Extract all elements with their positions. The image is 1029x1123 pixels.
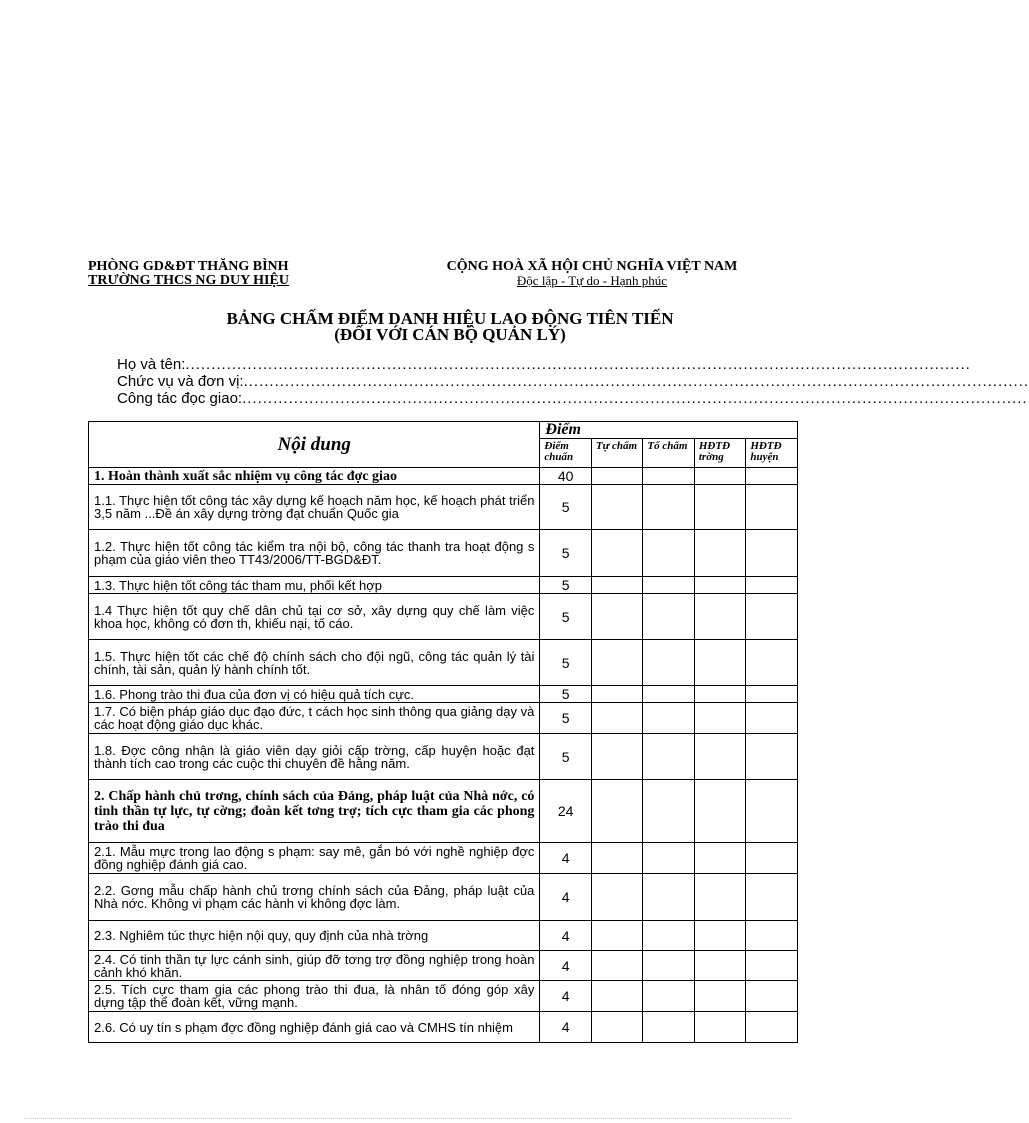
criterion-text: 1.2. Thực hiện tốt công tác kiểm tra nội bộ, công tác thanh tra hoạt động s phạm của giáo viên theo TT43/2006/TT-BGD&ĐT. bbox=[89, 530, 540, 577]
self-score-cell[interactable] bbox=[591, 843, 642, 874]
group-score-cell[interactable] bbox=[643, 530, 694, 577]
district-council-score-cell[interactable] bbox=[746, 951, 798, 981]
criterion-text: 2. Chấp hành chủ trơng, chính sách của Đảng, pháp luật của Nhà nớc, có tinh thần tự lực, tự cờng; đoàn kết tơng trợ; tích cực tham gia các phong trào thi đua bbox=[89, 780, 540, 843]
group-score-cell[interactable] bbox=[643, 577, 694, 594]
national-motto: Độc lập - Tự do - Hạnh phúc bbox=[516, 273, 668, 288]
criterion-text: 2.3. Nghiêm túc thực hiện nội quy, quy định của nhà trờng bbox=[89, 921, 540, 951]
school-council-score-cell[interactable] bbox=[694, 1012, 745, 1043]
district-council-score-cell[interactable] bbox=[746, 1012, 798, 1043]
self-score-cell[interactable] bbox=[591, 703, 642, 734]
subheader-standard: Điểm chuẩn bbox=[540, 439, 591, 468]
standard-points: 5 bbox=[540, 530, 591, 577]
self-score-cell[interactable] bbox=[591, 530, 642, 577]
standard-points: 4 bbox=[540, 843, 591, 874]
table-header-row bbox=[89, 422, 798, 439]
group-score-cell[interactable] bbox=[643, 686, 694, 703]
standard-points: 4 bbox=[540, 1012, 591, 1043]
school-council-score-cell[interactable] bbox=[694, 951, 745, 981]
score-column-header: Điểm bbox=[540, 422, 798, 439]
standard-points: 4 bbox=[540, 921, 591, 951]
criterion-text: 2.1. Mẫu mực trong lao động s phạm: say mê, gắn bó với nghề nghiệp đợc đồng nghiệp đánh giá cao. bbox=[89, 843, 540, 874]
school-name: TRƯỜNG THCS NG DUY HIỆU bbox=[88, 273, 289, 288]
standard-points: 5 bbox=[540, 734, 591, 780]
criterion-text: 1.5. Thực hiện tốt các chế độ chính sách cho đội ngũ, công tác quản lý tài chính, tài sản, quản lý hành chính tốt. bbox=[89, 640, 540, 686]
school-council-score-cell[interactable] bbox=[694, 703, 745, 734]
school-council-score-cell[interactable] bbox=[694, 780, 745, 843]
standard-points: 4 bbox=[540, 981, 591, 1012]
district-council-score-cell[interactable] bbox=[746, 981, 798, 1012]
table-row bbox=[89, 530, 798, 577]
district-council-score-cell[interactable] bbox=[746, 843, 798, 874]
table-row bbox=[89, 1012, 798, 1043]
content-column-header: Nội dung bbox=[89, 422, 540, 468]
score-table bbox=[88, 421, 798, 1043]
criterion-text: 1.7. Có biện pháp giáo dục đạo đức, t cách học sinh thông qua giảng dạy và các hoạt động giáo dục khác. bbox=[89, 703, 540, 734]
district-council-score-cell[interactable] bbox=[746, 734, 798, 780]
table-row bbox=[89, 577, 798, 594]
criterion-text: 1.1. Thực hiện tốt công tác xây dựng kế hoạch năm học, kế hoạch phát triển 3,5 năm ...Đề án xây dựng trờng đạt chuẩn Quốc gia bbox=[89, 485, 540, 530]
self-score-cell[interactable] bbox=[591, 981, 642, 1012]
criterion-text: 1.8. Đợc công nhận là giáo viên dạy giỏi cấp trờng, cấp huyện hoặc đạt thành tích cao trong các cuộc thi chuyên đề hằng năm. bbox=[89, 734, 540, 780]
subheader-group: Tổ chấm bbox=[643, 439, 694, 468]
self-score-cell[interactable] bbox=[591, 951, 642, 981]
table-row bbox=[89, 468, 798, 485]
school-council-score-cell[interactable] bbox=[694, 594, 745, 640]
self-score-cell[interactable] bbox=[591, 594, 642, 640]
group-score-cell[interactable] bbox=[643, 734, 694, 780]
district-council-score-cell[interactable] bbox=[746, 921, 798, 951]
school-council-score-cell[interactable] bbox=[694, 577, 745, 594]
table-row bbox=[89, 640, 798, 686]
district-council-score-cell[interactable] bbox=[746, 485, 798, 530]
group-score-cell[interactable] bbox=[643, 780, 694, 843]
standard-points: 5 bbox=[540, 485, 591, 530]
criterion-text: 1.6. Phong trào thi đua của đơn vị có hiệu quả tích cực. bbox=[89, 686, 540, 703]
subheader-school-council: HĐTĐ trờng bbox=[694, 439, 745, 468]
district-council-score-cell[interactable] bbox=[746, 577, 798, 594]
name-field-label: Họ và tên: bbox=[117, 356, 186, 373]
position-field[interactable]: Chức vụ và đơn vị: ........................................................................................................................................................ bbox=[117, 373, 1029, 390]
district-council-score-cell[interactable] bbox=[746, 703, 798, 734]
district-council-score-cell[interactable] bbox=[746, 686, 798, 703]
group-score-cell[interactable] bbox=[643, 1012, 694, 1043]
table-row bbox=[89, 686, 798, 703]
subheader-district-council: HĐTĐ huyện bbox=[746, 439, 798, 468]
table-row bbox=[89, 485, 798, 530]
table-row bbox=[89, 951, 798, 981]
criterion-text: 2.6. Có uy tín s phạm đợc đồng nghiệp đánh giá cao và CMHS tín nhiệm bbox=[89, 1012, 540, 1043]
district-council-score-cell[interactable] bbox=[746, 594, 798, 640]
district-council-score-cell[interactable] bbox=[746, 640, 798, 686]
school-council-score-cell[interactable] bbox=[694, 734, 745, 780]
self-score-cell[interactable] bbox=[591, 640, 642, 686]
district-council-score-cell[interactable] bbox=[746, 874, 798, 921]
school-council-score-cell[interactable] bbox=[694, 485, 745, 530]
district-council-score-cell[interactable] bbox=[746, 468, 798, 485]
school-council-score-cell[interactable] bbox=[694, 921, 745, 951]
group-score-cell[interactable] bbox=[643, 703, 694, 734]
department-name: PHÒNG GD&ĐT THĂNG BÌNH bbox=[88, 259, 289, 274]
school-council-score-cell[interactable] bbox=[694, 468, 745, 485]
self-score-cell[interactable] bbox=[591, 577, 642, 594]
district-council-score-cell[interactable] bbox=[746, 780, 798, 843]
criterion-text: 1.3. Thực hiện tốt công tác tham mu, phối kết hợp bbox=[89, 577, 540, 594]
self-score-cell[interactable] bbox=[591, 734, 642, 780]
standard-points: 5 bbox=[540, 703, 591, 734]
school-council-score-cell[interactable] bbox=[694, 530, 745, 577]
group-score-cell[interactable] bbox=[643, 951, 694, 981]
self-score-cell[interactable] bbox=[591, 780, 642, 843]
school-council-score-cell[interactable] bbox=[694, 874, 745, 921]
criterion-text: 1. Hoàn thành xuất sắc nhiệm vụ công tác đợc giao bbox=[89, 468, 540, 485]
table-row bbox=[89, 594, 798, 640]
assignment-field-label: Công tác đọc giao: bbox=[117, 390, 243, 407]
standard-points: 5 bbox=[540, 686, 591, 703]
group-score-cell[interactable] bbox=[643, 874, 694, 921]
group-score-cell[interactable] bbox=[643, 843, 694, 874]
form-title: BẢNG CHẤM ĐIỂM DANH HIỆU LAO ĐỘNG TIÊN TIẾN bbox=[226, 309, 674, 328]
group-score-cell[interactable] bbox=[643, 468, 694, 485]
criterion-text: 1.4 Thực hiện tốt quy chế dân chủ tại cơ sở, xây dựng quy chế làm việc khoa học, không có đơn th, khiếu nại, tố cáo. bbox=[89, 594, 540, 640]
table-row bbox=[89, 703, 798, 734]
school-council-score-cell[interactable] bbox=[694, 640, 745, 686]
position-field-label: Chức vụ và đơn vị: bbox=[117, 373, 244, 390]
table-row bbox=[89, 981, 798, 1012]
standard-points: 4 bbox=[540, 951, 591, 981]
assignment-field[interactable]: Công tác đọc giao: ........................................................................................................................................................ bbox=[117, 390, 1028, 407]
name-field[interactable]: Họ và tên: ........................................................................................................................................................ bbox=[117, 356, 971, 373]
table-row bbox=[89, 921, 798, 951]
group-score-cell[interactable] bbox=[643, 594, 694, 640]
self-score-cell[interactable] bbox=[591, 468, 642, 485]
group-score-cell[interactable] bbox=[643, 981, 694, 1012]
personal-info-fields bbox=[117, 356, 1029, 407]
table-row bbox=[89, 734, 798, 780]
self-score-cell[interactable] bbox=[591, 921, 642, 951]
self-score-cell[interactable] bbox=[591, 874, 642, 921]
group-score-cell[interactable] bbox=[643, 921, 694, 951]
standard-points: 4 bbox=[540, 874, 591, 921]
self-score-cell[interactable] bbox=[591, 1012, 642, 1043]
header-right bbox=[406, 260, 778, 288]
subheader-self: Tự chấm bbox=[591, 439, 642, 468]
district-council-score-cell[interactable] bbox=[746, 530, 798, 577]
school-council-score-cell[interactable] bbox=[694, 843, 745, 874]
table-row bbox=[89, 874, 798, 921]
form-subtitle: (ĐỐI VỚI CÁN BỘ QUẢN LÝ) bbox=[334, 325, 566, 344]
header-left bbox=[88, 260, 289, 288]
standard-points: 40 bbox=[540, 468, 591, 485]
standard-points: 5 bbox=[540, 577, 591, 594]
self-score-cell[interactable] bbox=[591, 686, 642, 703]
table-row bbox=[89, 843, 798, 874]
self-score-cell[interactable] bbox=[591, 485, 642, 530]
school-council-score-cell[interactable] bbox=[694, 981, 745, 1012]
standard-points: 5 bbox=[540, 594, 591, 640]
group-score-cell[interactable] bbox=[643, 640, 694, 686]
standard-points: 24 bbox=[540, 780, 591, 843]
page-bottom-divider bbox=[24, 1118, 792, 1119]
criterion-text: 2.4. Có tinh thần tự lực cánh sinh, giúp đỡ tơng trợ đồng nghiệp trong hoàn cảnh khó khăn. bbox=[89, 951, 540, 981]
group-score-cell[interactable] bbox=[643, 485, 694, 530]
school-council-score-cell[interactable] bbox=[694, 686, 745, 703]
table-row bbox=[89, 780, 798, 843]
criterion-text: 2.2. Gơng mẫu chấp hành chủ trơng chính sách của Đảng, pháp luật của Nhà nớc. Không vi phạm các hành vi không đợc làm. bbox=[89, 874, 540, 921]
criterion-text: 2.5. Tích cực tham gia các phong trào thi đua, là nhân tố đóng góp xây dựng tập thể đoàn kết, vững mạnh. bbox=[89, 981, 540, 1012]
standard-points: 5 bbox=[540, 640, 591, 686]
country-name: CỘNG HOÀ XÃ HỘI CHỦ NGHĨA VIỆT NAM bbox=[446, 259, 738, 274]
